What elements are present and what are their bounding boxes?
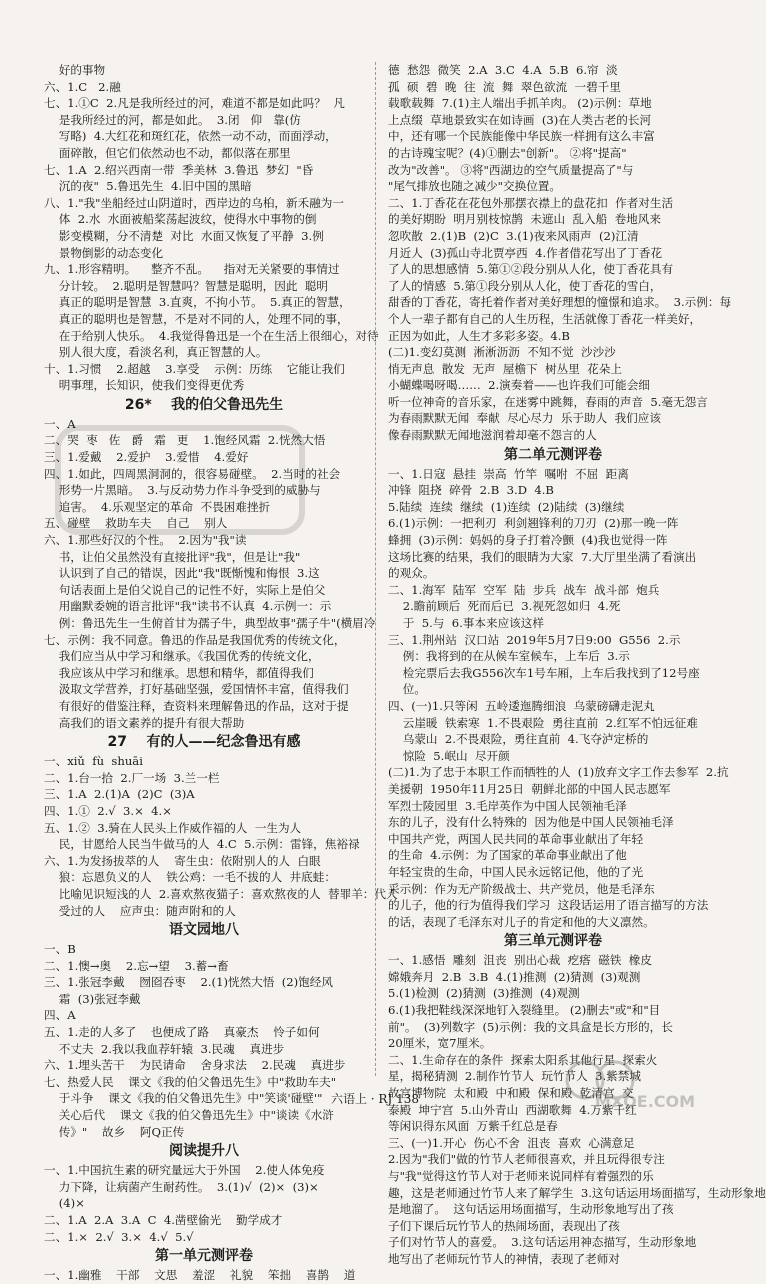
answer-line: 东的儿子，没有什么特殊的 因为他是中国人民领袖毛泽 xyxy=(388,815,674,830)
answer-line: 例：鲁迅先生一生俯首甘为孺子牛，典型故事"孺子牛"(横眉冷 xyxy=(44,616,376,630)
answer-line: 冲锋 阻挠 碎骨 2.B 3.D 4.B xyxy=(388,483,554,498)
answer-line: 四、(一)1.只等闲 五岭逶迤腾细浪 乌蒙磅礴走泥丸 xyxy=(388,698,655,713)
answer-line: 景物倒影的动态变化 xyxy=(44,245,164,260)
answer-line: 六、1.埋头苦干 为民请命 舍身求法 2.民魂 真进步 xyxy=(44,1058,346,1073)
answer-line: 的古诗瑰宝呢？(4)①删去"创新"。 ②将"提高" xyxy=(388,145,627,160)
answer-line: (4)× xyxy=(44,1196,85,1211)
section-title: 阅读提升八 xyxy=(169,1143,239,1160)
answer-line: 月近人 (3)孤山寺北贾亭西 4.作者借花写出了丁香花 xyxy=(388,245,663,260)
answer-line: 地写出了老师玩竹节人的神情，表现了老师对 xyxy=(388,1251,620,1266)
answer-line: (二)1.变幻莫测 淅淅沥沥 不知不觉 沙沙沙 xyxy=(388,345,616,360)
answer-line: 五、碰壁 救助车夫 自己 别人 xyxy=(44,516,228,531)
answer-line: 七、1.A 2.绍兴西南一带 季美林 3.鲁迅 梦幻 "昏 xyxy=(44,162,314,177)
answer-line: 二、1.丁香花在花包外那摆衣襟上的盘花扣 作者对生活 xyxy=(388,195,674,210)
answer-line: 追害。 4.乐观坚定的革命 不畏困难挫折 xyxy=(44,499,271,514)
answer-line: 这场比赛的结果，我们的眼睛为大家 7.大厅里坐满了看演出 xyxy=(388,549,697,564)
answer-line: 6.(1)示例：一把利刃 利剑翘锋利的刀刃 (2)那一晚一阵 xyxy=(388,516,679,531)
answer-line: 写略) 4.大红花和斑红花，依然一动不动，而面浮动， xyxy=(44,129,337,144)
answer-line: 真正的聪明也是智慧，不是对不同的人，处理不同的事， xyxy=(44,311,349,326)
answer-line: 乌蒙山 2.不畏艰险，勇往直前 4.飞夺泸定桥的 xyxy=(388,732,649,747)
answer-line: 前"。 (3)列数字 (5)示例：我的文具盒是长方形的，长 xyxy=(388,1019,673,1034)
answer-line: 的话，表现了毛泽东对儿子的肯定和他的大义凛然。 xyxy=(388,914,655,929)
answer-line: 三、1.爱戴 2.爱护 3.爱惜 4.爱好 xyxy=(44,450,249,465)
answer-line: 关心后代 课文《我的伯父鲁迅先生》中"谈读《水浒 xyxy=(44,1108,334,1123)
answer-line: 例：我将到的在从候车室候车，上车后 3.示 xyxy=(388,649,630,664)
answer-line: 2.瞻前顾后 死而后已 3.视死忽如归 4.死 xyxy=(388,599,621,614)
answer-line: 用幽默委婉的语言批评"我"读书不认真 4.示例一：示 xyxy=(44,599,332,614)
answer-line: 甜香的丁香花，寄托着作者对美好理想的憧憬和追求。 3.示例：每 xyxy=(388,295,732,310)
answer-line: 6.(1)我把鞋线深深地钉入裂缝里。 (2)删去"或"和"目 xyxy=(388,1003,661,1018)
answer-line: 不丈夫 2.我以我血荐轩辕 3.民魂 真进步 xyxy=(44,1041,285,1056)
answer-line: 5.(1)检测 (2)猜测 (3)推测 (4)观测 xyxy=(388,986,580,1001)
answer-line: 上点缀 草地景致实在如诗画 (3)在人类古老的长河 xyxy=(388,112,652,127)
answer-line: 有很好的借鉴注释，查资料来理解鲁迅的作品，这对于提 xyxy=(44,698,349,713)
answer-line: 四、1.如此，四周黑洞洞的，很容易碰壁。 2.当时的社会 xyxy=(44,466,341,481)
answer-line: 形势一片黑暗。 3.与反动势力作斗争受到的威胁与 xyxy=(44,483,321,498)
answer-line: 二、哭 枣 佐 爵 霜 更 1.饱经风霜 2.恍然大悟 xyxy=(44,433,326,448)
answer-line: 受过的人 应声虫：随声附和的人 xyxy=(44,903,236,918)
answer-line: 的美好期盼 明月别枝惊鹊 未遮山 乱入船 卷地风来 xyxy=(388,212,661,227)
answer-line: 德 愁怨 微笑 2.A 3.C 4.A 5.B 6.帘 淡 xyxy=(388,63,618,77)
answer-line: 一、1.日寇 悬挂 崇高 竹竿 嘱咐 不屈 距离 xyxy=(388,466,629,481)
answer-line: 位。 xyxy=(388,682,426,697)
answer-line: 云崖暖 铁索寒 1.不畏艰险 勇往直前 2.红军不怕远征难 xyxy=(388,715,698,730)
answer-line: 六、1.C 2.融 xyxy=(44,79,121,94)
answer-line: 与"我"觉得这竹节人对于老师来说同样有着强烈的乐 xyxy=(388,1169,654,1183)
answer-line: 高我们的语文素养的提升有很大帮助 xyxy=(44,715,245,730)
answer-line: 句话表面上是伯父说自己的记性不好，实际上是伯父 xyxy=(44,582,326,597)
answer-line: 我们应当从中学习和继承。《我国优秀的传统文化， xyxy=(44,649,320,664)
answer-line: 的儿子，他的行为值得我们学习 这段话运用了语言描写的方法 xyxy=(388,898,709,913)
answer-line: 惊险 5.岷山 尽开颜 xyxy=(388,748,510,763)
answer-line: 书，让伯父虽然没有直接批评"我"，但是让"我" xyxy=(44,549,301,564)
answer-line: 影变模糊，分不清楚 对比 水面又恢复了平静 3.例 xyxy=(44,228,324,243)
answer-line: 的生命 4.示例：为了国家的革命事业献出了他 xyxy=(388,848,627,863)
answer-line: "尾气排放也随之减少"交换位置。 xyxy=(388,179,561,194)
answer-line: 20厘米，宽7厘米。 xyxy=(388,1036,492,1051)
answer-line: 一、1.幽雅 干部 文思 羞涩 礼貌 笨拙 喜鹊 道 xyxy=(44,1268,356,1283)
watermark-text: MXQE.COM xyxy=(594,1092,696,1111)
answer-line: 三、1.A 2.(1)A (2)C (3)A xyxy=(44,787,195,802)
answer-line: 五、1.② 3.骑在人民头上作威作福的人 一生为人 xyxy=(44,820,302,835)
answer-line: 沉的夜" 5.鲁迅先生 4.旧中国的黑暗 xyxy=(44,179,252,194)
answer-line: 泰殿 坤宁宫 5.山外青山 西湖歌舞 4.万紫千红 xyxy=(388,1102,637,1117)
answer-line: 八、1."我"坐船经过山阴道时，西岸边的乌桕，新禾融为一 xyxy=(44,195,344,210)
answer-line: 像春雨默默无闻地滋润着却毫不怨言的人 xyxy=(388,428,597,443)
answer-line: 四、A xyxy=(44,1008,76,1023)
answer-line: 为春雨默默无闻 奉献 尽心尽力 乐于助人 我们应该 xyxy=(388,411,661,426)
answer-line: 年轻宝贵的生命，中国人民永远铭记他，他的了光 xyxy=(388,864,644,879)
answer-line: 七、示例：我不同意。鲁迅的作品是我国优秀的传统文化， xyxy=(44,632,346,647)
answer-line: 于 5.与 6.事本来应该这样 xyxy=(388,616,544,630)
answer-line: 子们对竹节人的喜爱。 3.这句话运用神态描写，生动形象地 xyxy=(388,1235,697,1250)
answer-line: 认识到了自己的错误，因此"我"既惭愧和悔恨 3.这 xyxy=(44,566,320,581)
answer-line: 了人的思想感情 5.第①②段分别从人化，使丁香花具有 xyxy=(388,262,674,277)
answer-line: 七、热爱人民 课文《我的伯父鲁迅先生》中"救助车夫" xyxy=(44,1074,337,1089)
answer-line: 正因为如此，人生才多彩多姿。4.B xyxy=(388,328,570,343)
answer-line: 采示例：作为无产阶级战士、共产党员，他是毛泽东 xyxy=(388,881,655,896)
answer-line: 真正的聪明是智慧 3.直爽，不拘小节。 5.真正的智慧， xyxy=(44,295,351,310)
column-divider xyxy=(375,62,376,1076)
section-title: 27 有的人——纪念鲁迅有感 xyxy=(107,734,301,751)
answer-line: 蜂拥 (3)示例：妈妈的身子打着冷颤 (4)我也觉得一阵 xyxy=(388,533,668,548)
answer-line: 一、A xyxy=(44,416,76,431)
answer-line: 七、1.①C 2.凡是我所经过的河，难道不都是如此吗？ 凡 xyxy=(44,96,345,111)
page-footer: 六语上 · RJ 138 xyxy=(330,1092,419,1106)
logo-watermark-mark xyxy=(50,420,310,540)
answer-line: 5.陆续 连续 继续 (1)连续 (2)陆续 (3)继续 xyxy=(388,499,625,514)
answer-line: 五、1.走的人多了 也便成了路 真豪杰 怜子如何 xyxy=(44,1025,320,1040)
answer-line: 民，甘愿给人民当牛做马的人 4.C 5.示例：雷锋，焦裕禄 xyxy=(44,837,360,852)
answer-line: 十、1.习惯 2.超越 3.享受 示例：历练 它能让我们 xyxy=(44,361,345,376)
answer-line: 个人一辈子都有自己的人生历程，生活就像丁香花一样美好， xyxy=(388,311,702,326)
answer-line: 霜 (3)张冠李戴 xyxy=(44,991,141,1006)
answer-line: (二)1.为了忠于本职工作而牺牲的人 (1)放弃文字工作去参军 2.抗 xyxy=(388,765,729,780)
answer-line: 明事理，长知识，使我们变得更优秀 xyxy=(44,378,245,393)
section-title: 第二单元测评卷 xyxy=(504,446,602,463)
answer-line: 中，还有哪一个民族能像中华民族一样拥有这么丰富 xyxy=(388,129,655,144)
answer-line: 一、xiǔ fù shuāi xyxy=(44,754,143,769)
answer-line: 我应该从中学习和继承。思想和精华，都值得我们 xyxy=(44,665,314,680)
answer-line: 故宫博物院 太和殿 中和殿 保和殿 乾清宫 交 xyxy=(388,1086,634,1101)
answer-line: 是我所经过的河，都是如此。 3.闭 仰 靠(仿 xyxy=(44,112,301,127)
answer-line: 检完票后去我G556次车1号车厢，上车后我找到了12号座 xyxy=(388,665,700,680)
answer-line: 三、1.张冠李戴 囫囵吞枣 2.(1)恍然大悟 (2)饱经风 xyxy=(44,975,333,990)
answer-line: 了人的情感 5.第①段分别从人化，使丁香花的雪白， xyxy=(388,278,662,293)
answer-line: 六、1.那些好汉的个性。 2.因为"我"读 xyxy=(44,533,247,548)
answer-line: 孤 硕 碧 晚 往 流 舞 翠色欲流 一碧千里 xyxy=(388,79,621,94)
answer-line: 忽吹散 2.(1)B (2)C 3.(1)夜来风雨声 (2)江清 xyxy=(388,228,639,243)
answer-line: 二、1.× 2.√ 3.× 4.√ 5.√ xyxy=(44,1229,194,1244)
answer-line: 别人很大度，看淡名利，真正智慧的人。 xyxy=(44,345,268,360)
answer-line: 听一位神奇的音乐家，在迷雾中跳舞，春雨的声音 5.毫无怨言 xyxy=(388,394,708,409)
answer-line: 狼：忘恩负义的人 铁公鸡：一毛不拔的人 井底蛙： xyxy=(44,870,336,885)
answer-line: 趣，这是老师通过竹节人来了解学生 3.这句话运用场面描写，生动形象地 xyxy=(388,1185,766,1200)
answer-line: 四、1.① 2.√ 3.× 4.× xyxy=(44,803,172,818)
section-title: 第一单元测评卷 xyxy=(155,1248,253,1265)
answer-line: 二、1.懊→奥 2.忘→望 3.蓄→畜 xyxy=(44,958,229,973)
answer-line: 于斗争 课文《我的伯父鲁迅先生》中"笑谈'碰壁'" xyxy=(44,1091,323,1106)
answer-line: 嫦娥奔月 2.B 3.B 4.(1)推测 (2)猜测 (3)观测 xyxy=(388,969,641,984)
answer-line: 分计较。 2.聪明是智慧吗？智慧是聪明，因此 聪明 xyxy=(44,278,329,293)
answer-line: 二、1.生命存在的条件 探索太阳系其他行星 探索火 xyxy=(388,1052,658,1067)
answer-line: 好的事物 xyxy=(44,63,106,77)
answer-line: 中国共产党，两国人民共同的革命事业献出了年轻 xyxy=(388,831,644,846)
answer-line: 军烈士陵园里 3.毛岸英作为中国人民领袖毛泽 xyxy=(388,798,627,813)
answer-line: 改为"改善"。 ③将"西湖边的空气质量提高了"与 xyxy=(388,162,634,177)
answer-line: 二、1.海军 陆军 空军 陆 步兵 战车 战斗部 炮兵 xyxy=(388,582,660,597)
section-title: 第三单元测评卷 xyxy=(504,933,602,950)
answer-line: 在于给别人快乐。 4.我觉得鲁迅是一个在生活上很细心，对待 xyxy=(44,328,379,343)
answer-line: 小蝴蝶喝呀喝…… 2.演奏着——也许我们可能会细 xyxy=(388,378,650,393)
answer-line: 等闲识得东风面 万紫千红总是春 xyxy=(388,1119,558,1134)
answer-line: 一、1.感悟 雕刻 沮丧 别出心裁 疙瘩 磁铁 橡皮 xyxy=(388,953,652,968)
section-title: 26* 我的伯父鲁迅先生 xyxy=(124,396,284,413)
answer-line: 悄无声息 散发 无声 屋檐下 树丛里 花朵上 xyxy=(388,361,622,376)
answer-line: 一、B xyxy=(44,942,76,957)
answer-line: 体 2.水 水面被船桨荡起波纹，使得水中事物的倒 xyxy=(44,212,317,227)
answer-line: 三、1.荆州站 汉口站 2019年5月7日9:00 G556 2.示 xyxy=(388,632,681,647)
answer-line: 的观众。 xyxy=(388,566,435,581)
answer-line: 力下降，让病菌产生耐药性。 3.(1)√ (2)× (3)× xyxy=(44,1179,319,1194)
answer-line: 二、1.台一拾 2.厂一场 3.兰一栏 xyxy=(44,770,220,785)
answer-line: 汲取文学营养，打好基础坚强，爱国情怀丰富，值得我们 xyxy=(44,682,349,697)
answer-line: 比喻见识短浅的人 2.喜欢熬夜猫子：喜欢熬夜的人 替罪羊：代人 xyxy=(44,886,398,901)
answer-line: 二、1.A 2.A 3.A C 4.凿壁偷光 勤学成才 xyxy=(44,1213,283,1227)
answer-line: 六、1.为发扬拔萃的人 寄生虫：依附别人的人 白眼 xyxy=(44,853,321,868)
answer-line: 载歌载舞 7.(1)主人端出手抓羊肉。 (2)示例：草地 xyxy=(388,96,652,111)
answer-line: 一、1.中国抗生素的研究量远大于外国 2.使人体免疫 xyxy=(44,1163,325,1178)
answer-line: 面碎散，但它们依然动也不动，都似落在那里 xyxy=(44,145,291,160)
answer-line: 三、(一)1.开心 伤心不舍 沮丧 喜欢 心满意足 xyxy=(388,1135,635,1150)
section-title: 语文园地八 xyxy=(169,922,239,939)
answer-line: 星，揭秘猜测 2.制作竹节人 玩竹节人 3.紫禁城 xyxy=(388,1069,641,1084)
answer-line: 子们下课后玩竹节人的热闹场面，表现出了孩 xyxy=(388,1218,620,1233)
answer-line: 传》" 故乡 阿Q正传 xyxy=(44,1124,185,1139)
answer-line: 是地溜了。 这句话运用场面描写，生动形象地写出了孩 xyxy=(388,1202,674,1217)
answer-line: 美援朝 1950年11月25日 朝鲜北部的中国人民志愿军 xyxy=(388,781,671,796)
answer-line: 九、1.形容精明。 整齐不乱。 指对无关紧要的事情过 xyxy=(44,262,340,277)
answer-line: 2.因为"我们"做的竹节人老师很喜欢，并且玩得很专注 xyxy=(388,1152,665,1167)
